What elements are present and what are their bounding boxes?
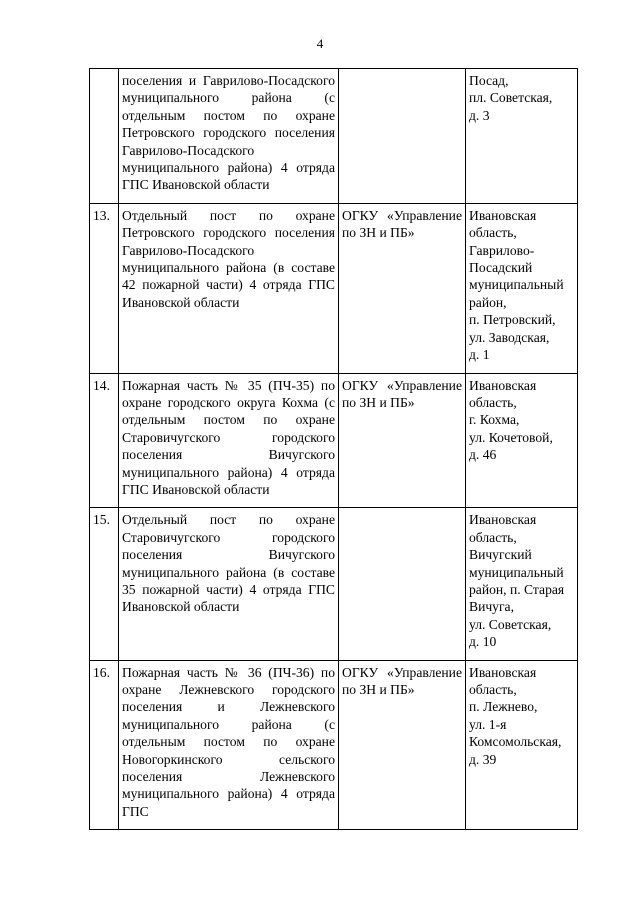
address-line: д. 46: [469, 447, 497, 463]
row-number: 15.: [90, 508, 119, 660]
address-line: ул. Заводская,: [469, 329, 550, 345]
row-number: 14.: [90, 373, 119, 508]
address-line: Ивановская: [469, 377, 537, 393]
address-line: Вичугский: [469, 547, 532, 563]
address-line: область,: [469, 394, 517, 410]
address-line: г. Кохма,: [469, 412, 520, 428]
table-row: [90, 69, 578, 204]
address-cell: [466, 508, 578, 660]
address-line: область,: [469, 682, 517, 697]
address-line: область,: [469, 529, 517, 545]
organization-cell: [339, 69, 466, 204]
address-line: пл. Советская,: [469, 90, 553, 106]
unit-name-cell: Отдельный пост по охране Старовичугского городского поселения Вичугского муниципального района (в составе 35 пожарной части) 4 отряда ГПС Ивановской области: [119, 508, 339, 660]
table-row: [90, 508, 578, 660]
unit-name-cell: Пожарная часть № 36 (ПЧ-36) по охране Лежневского городского поселения и Лежневского муниципального района (с отдельным постом по охране Новогоркинского сельского поселения Лежневского муниципального района) 4 отряда ГПС: [119, 660, 339, 830]
unit-name-cell: поселения и Гаврилово-Посадского муниципального района (с отдельным постом по охране Петровского городского поселения Гаврилово-Посадского муниципального района) 4 отряда ГПС Ивановской области: [119, 69, 339, 204]
address-line: ул. Кочетовой,: [469, 429, 553, 445]
table-row: [90, 203, 578, 373]
address-line: д. 3: [469, 107, 490, 123]
address-line: район,: [469, 294, 507, 310]
row-number: 13.: [90, 203, 119, 373]
organization-cell: ОГКУ «Управление по ЗН и ПБ»: [339, 373, 466, 508]
address-line: ул. 1-я: [469, 716, 507, 732]
address-line: Посад,: [469, 73, 509, 88]
address-line: п. Лежнево,: [469, 699, 538, 715]
address-line: Ивановская: [469, 512, 537, 528]
address-cell: [466, 373, 578, 508]
address-line: д. 1: [469, 347, 490, 363]
address-cell: [466, 660, 578, 830]
address-line: муниципальный: [469, 564, 564, 580]
row-number: 16.: [90, 660, 119, 830]
address-line: Вичуга,: [469, 599, 514, 615]
organization-cell: ОГКУ «Управление по ЗН и ПБ»: [339, 660, 466, 830]
table-body: [90, 69, 578, 830]
table-row: [90, 373, 578, 508]
address-cell: [466, 69, 578, 204]
address-line: Ивановская: [469, 664, 537, 680]
address-line: Посадский: [469, 260, 533, 276]
address-line: муниципальный: [469, 277, 564, 293]
address-line: область,: [469, 225, 517, 241]
address-line: д. 39: [469, 751, 497, 767]
address-line: д. 10: [469, 634, 497, 650]
document-table: [89, 68, 578, 830]
address-line: район, п. Старая: [469, 581, 565, 597]
address-cell: [466, 203, 578, 373]
address-line: Ивановская: [469, 207, 537, 223]
organization-cell: ОГКУ «Управление по ЗН и ПБ»: [339, 203, 466, 373]
organization-cell: [339, 508, 466, 660]
address-line: ул. Советская,: [469, 616, 552, 632]
address-line: Комсомольская,: [469, 734, 562, 750]
unit-name-cell: Пожарная часть № 35 (ПЧ-35) по охране городского округа Кохма (с отдельным постом по охране Старовичугского городского поселения Вичугского муниципального района) 4 отряда ГПС Ивановской области: [119, 373, 339, 508]
address-line: Гаврилово-: [469, 242, 535, 258]
address-line: п. Петровский,: [469, 312, 556, 328]
row-number: [90, 69, 119, 204]
table-row: [90, 660, 578, 830]
unit-name-cell: Отдельный пост по охране Петровского городского поселения Гаврилово-Посадского муниципального района (в составе 42 пожарной части) 4 отряда ГПС Ивановской области: [119, 203, 339, 373]
page-number: 4: [316, 36, 324, 51]
